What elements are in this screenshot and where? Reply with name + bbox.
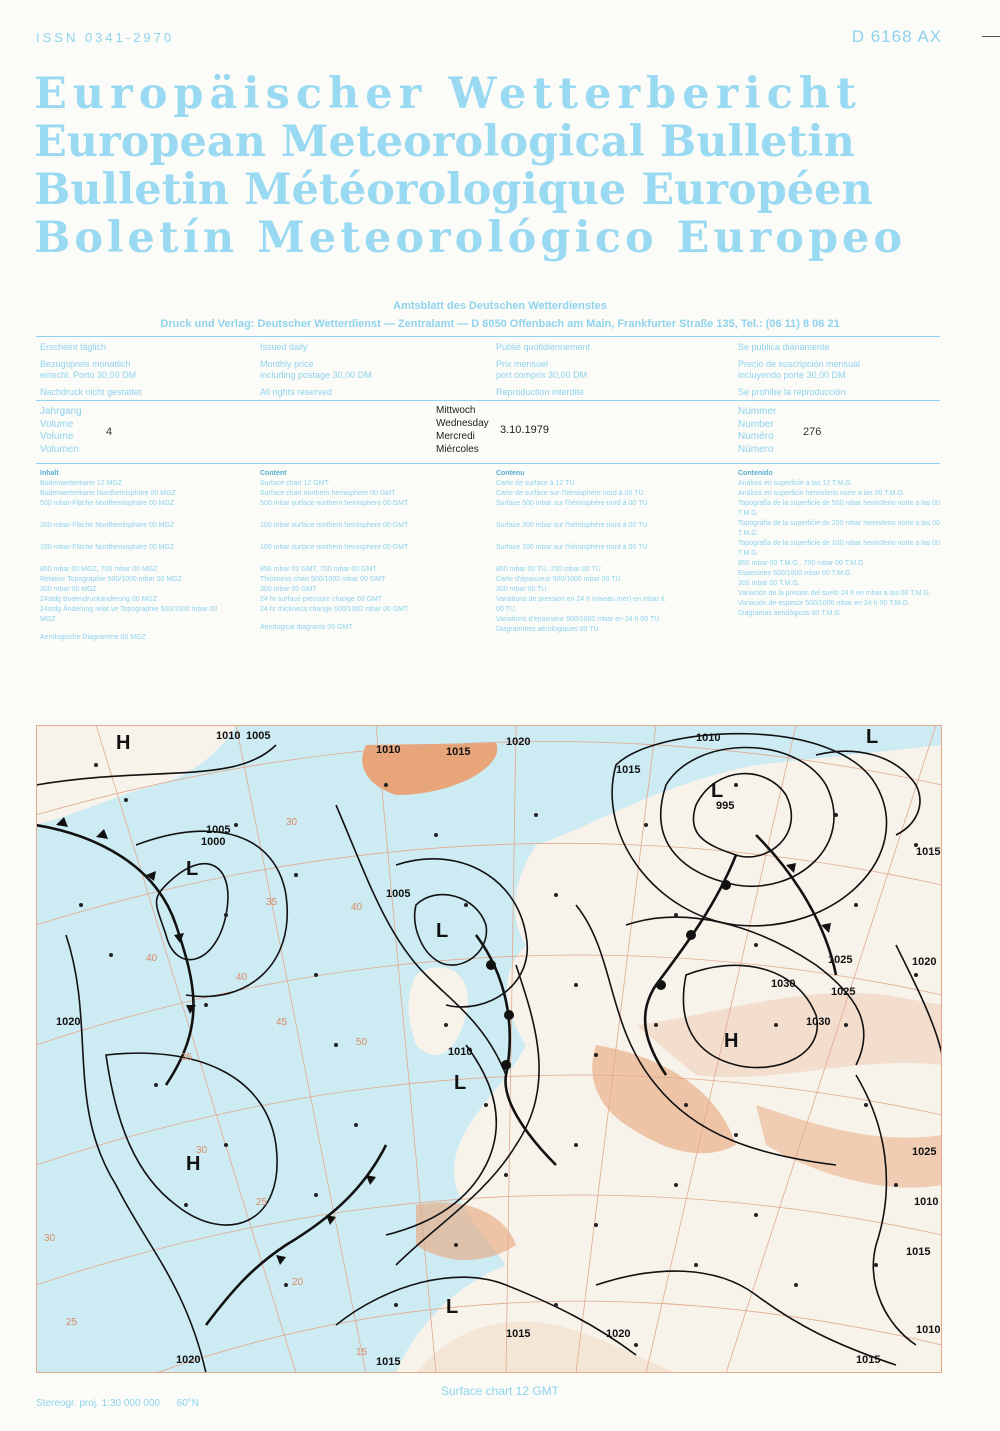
isobar-label: 1010: [914, 1196, 939, 1208]
contents-de-item: 300 mbar 00 MGZ: [40, 586, 97, 593]
contents-en-item: 500 mbar surface northern hemisphere 00 GMT: [260, 500, 409, 507]
weekday-fr: Mercredi: [436, 431, 475, 442]
isobar-label: 1010: [376, 744, 401, 756]
weekday-es: Miércoles: [436, 444, 479, 455]
isobar-label: 1015: [916, 846, 941, 858]
number-label-es: Número: [738, 443, 774, 455]
contents-german: [40, 469, 250, 643]
isobar-label: 1020: [506, 736, 531, 748]
title-german: Europäischer Wetterbericht: [34, 69, 862, 119]
low-pressure-center: L: [454, 1072, 467, 1094]
contents-es-item: Análisis en superficie hemisferio norte a las 00 T.M.G.: [738, 490, 905, 497]
isobar-label: 1010: [916, 1324, 941, 1336]
volume-label-en: Volume: [40, 418, 74, 430]
contents-en-item: 24 hr thickness change 500/1000 mbar 00 GMT: [260, 606, 409, 613]
low-pressure-center: L: [446, 1296, 459, 1318]
contents-es-title: Contenido: [738, 470, 773, 477]
contents-es-item: Topografía de la superficie de 500 mbar hemisferio norte a las 00 T.M.G.: [738, 500, 940, 517]
latitude-label: 25: [256, 1197, 268, 1208]
divider-bottom: [36, 463, 940, 464]
volume-label-fr: Volume: [40, 431, 74, 442]
isobar-label: 1005: [386, 888, 411, 900]
latitude-label: 40: [351, 902, 363, 913]
contents-fr-item: 850 mbar 00 TU, 700 mbar 00 TU: [496, 566, 601, 573]
info-es-issued: Se publica diariamente: [738, 342, 830, 352]
contents-es-item: Análisis en superficie a las 12 T.M.G.: [738, 480, 853, 487]
surface-chart-map: [36, 725, 942, 1373]
info-column-spanish: [738, 342, 860, 398]
contents-es-item: Variación de la presión del suelo 24 h en mbar a las 00 T.M.G.: [738, 590, 931, 597]
contents-en-item: 200 mbar surface northern hemisphere 00 GMT: [260, 522, 409, 529]
isobar-label: 1020: [176, 1354, 201, 1366]
contents-de-item: Bodenwetterkarte Nordhemisphäre 00 MGZ: [40, 490, 176, 497]
isobar-label: 1025: [828, 954, 853, 966]
contents-es-item: Diagramas aerológicos 00 T.M.G.: [738, 610, 842, 617]
contents-de-item: 24stdg Änderung relat.ve Topographie 500/1000 mbar 00 MGZ: [40, 606, 218, 623]
contents-fr-item: Carte d'épaisseur 500/1000 mbar 00 TU: [496, 576, 621, 583]
contents-fr-item: Surface 500 mbar sur l'hémisphère nord à 00 TU: [496, 500, 648, 507]
info-column-german: [40, 342, 142, 398]
isobar-label: 1015: [616, 764, 641, 776]
contents-de-item: 24stdg Bodendruckänderung 00 MGZ: [40, 596, 158, 603]
weekday-block: [436, 404, 489, 456]
contents-de-item: Bodenwetterkarte 12 MGZ: [40, 480, 123, 487]
info-de-rights: Nachdruck nicht gestattet: [40, 387, 142, 397]
latitude-label: 40: [236, 972, 248, 983]
contents-fr-item: Variations d'épaisseur 500/1000 mbar en 24 h 00 TU: [496, 616, 660, 623]
projection-latitude: 60°N: [176, 1398, 199, 1409]
weekday-en: Wednesday: [436, 418, 489, 429]
contents-fr-item: Diagrammes aérologiques 00 TU: [496, 626, 599, 633]
high-pressure-center: H: [186, 1153, 201, 1175]
latitude-label: 25: [66, 1317, 78, 1328]
number-label-en: Number: [738, 418, 774, 430]
number-label-de: Nummer: [738, 406, 777, 417]
info-en-postage: including postage: [260, 370, 331, 380]
info-en-price: Monthly price: [260, 359, 314, 369]
title-english: European Meteorological Bulletin: [34, 117, 855, 167]
isobar-label: 1030: [771, 978, 796, 990]
isobar-label: 1015: [856, 1354, 881, 1366]
isobar-label: 1005: [206, 824, 231, 836]
isobar-label: 1025: [912, 1146, 937, 1158]
weekday-de: Mittwoch: [436, 405, 476, 416]
info-de-price: Bezugspreis monatlich: [40, 359, 131, 369]
isobar-label: 1020: [912, 956, 937, 968]
info-fr-issued: Publié quotidiennement: [496, 342, 591, 352]
volume-label-es: Volumen: [40, 443, 79, 455]
latitude-label: 45: [276, 1017, 288, 1028]
latitude-label: 30: [286, 817, 298, 828]
contents-fr-title: Contenu: [496, 470, 525, 477]
low-pressure-center: L: [711, 780, 724, 802]
isobar-label: 1020: [56, 1016, 81, 1028]
isobar-label: 1010: [448, 1046, 473, 1058]
divider-middle: [36, 400, 940, 401]
contents-en-item: Surface chart northern hemisphere 00 GMT: [260, 490, 396, 497]
contents-en-item: Aerological diagrams 00 GMT: [260, 624, 353, 631]
latitude-label: 35: [181, 1052, 193, 1063]
contents-de-item: Relative Topographie 500/1000 mbar 00 MGZ: [40, 576, 182, 583]
isobar-label: 1005: [246, 730, 271, 742]
isobar-label: 1010: [696, 732, 721, 744]
publisher-line: Druck und Verlag: Deutscher Wetterdienst — Zentralamt — D 6050 Offenbach am Main, Frankfurter Straße 135, Tel.: (06 11) 8 06 21: [160, 318, 840, 330]
contents-en-item: 850 mbar 00 GMT, 700 mbar 00 GMT: [260, 566, 377, 573]
title-block: [34, 70, 944, 262]
isobar-label: 1015: [506, 1328, 531, 1340]
contents-fr-item: 300 mbar 00 TU: [496, 586, 547, 593]
contents-en-item: 300 mbar 00 GMT: [260, 586, 317, 593]
contents-english: [260, 469, 480, 633]
contents-fr-item: Surface 200 mbar sur l'hémisphère nord à 00 TU: [496, 522, 648, 529]
official-gazette-line: Amtsblatt des Deutschen Wetterdienstes: [393, 300, 607, 312]
isobar-label: 1025: [831, 986, 856, 998]
contents-es-item: 300 mbar 00 T.M.G.: [738, 580, 800, 587]
info-column-french: [496, 342, 590, 398]
contents-es-item: 850 mbar 00 T.M.G., 700 mbar 00 T.M.G.: [738, 560, 866, 567]
contents-es-item: Variación de espesor 500/1000 mbar en 24 h 00 T.M.G.: [738, 600, 910, 607]
contents-fr-item: Carte de surface sur l'hémisphère nord à 00 TU: [496, 490, 644, 497]
title-spanish: Boletín Meteorológico Europeo: [34, 213, 907, 263]
number-label-fr: Numéro: [738, 431, 774, 442]
low-pressure-center: L: [866, 726, 879, 748]
info-es-price: Precio de suscripción mensual: [738, 359, 861, 369]
projection-note: [36, 1398, 199, 1409]
contents-es-item: Topografía de la superficie de 200 mbar hemisferio norte a las 00 T.M.G.: [738, 520, 940, 537]
info-en-issued: Issued daily: [260, 342, 308, 352]
low-pressure-center: L: [436, 920, 449, 942]
contents-fr-item: Variations de pression en 24 h (niveau mer) en mbar à 00 TU: [496, 596, 665, 613]
info-es-rights: Se prohibe la reproducción: [738, 387, 846, 397]
info-de-postage: einschl. Porto: [40, 370, 95, 380]
isobar-label: 1010: [216, 730, 241, 742]
latitude-label: 40: [146, 953, 158, 964]
volume-label-de: Jahrgang: [40, 406, 82, 417]
info-fr-price: Prix mensuel: [496, 359, 549, 369]
latitude-label: 30: [196, 1145, 208, 1156]
contents-en-item: 100 mbar surface northern hemisphere 00 GMT: [260, 544, 409, 551]
low-pressure-center: L: [186, 858, 199, 880]
contents-de-item: Aerologische Diagramme 00 MGZ: [40, 634, 146, 641]
info-de-issued: Erscheint täglich: [40, 342, 107, 352]
high-pressure-center: H: [116, 732, 131, 754]
latitude-label: 35: [266, 897, 278, 908]
contents-en-item: 24 hr surface pressure change 00 GMT: [260, 596, 383, 603]
contents-de-title: Inhalt: [40, 470, 59, 477]
contents-fr-item: Carte de surface à 12 TU: [496, 480, 575, 487]
high-pressure-center: H: [724, 1030, 739, 1052]
contents-spanish: [738, 469, 940, 619]
chart-caption: Surface chart 12 GMT: [440, 1384, 560, 1398]
volume-labels: [40, 406, 82, 456]
isobar-label: 995: [716, 800, 735, 812]
latitude-label: 30: [44, 1233, 56, 1244]
info-fr-amount: 30,00 DM: [548, 370, 588, 380]
info-fr-rights: Reproduction interdite: [496, 387, 585, 397]
info-en-amount: 30,00 DM: [332, 370, 372, 380]
publication-code: D 6168 AX: [851, 27, 942, 46]
volume-value: 4: [106, 426, 113, 438]
info-fr-postage: port compris: [496, 370, 546, 380]
latitude-label: 50: [356, 1037, 368, 1048]
info-en-rights: All rights reserved: [260, 387, 333, 397]
info-column-english: [260, 342, 372, 398]
isobar-label: 1015: [446, 746, 471, 758]
isobar-label: 1015: [906, 1246, 931, 1258]
divider-top: [36, 336, 940, 337]
title-french: Bulletin Météorologique Européen: [34, 165, 873, 215]
projection-scale: Stereogr. proj. 1:30 000 000: [36, 1398, 160, 1409]
latitude-label: 15: [356, 1347, 368, 1358]
contents-french: [496, 469, 726, 635]
contents-de-item: 500-mbar-Fläche Nordhemisphäre 00 MGZ: [40, 500, 175, 507]
contents-de-item: 850 mbar 00 MGZ, 700 mbar 00 MGZ: [40, 566, 158, 573]
edge-mark: [982, 36, 1000, 37]
issn-number: ISSN 0341-2970: [36, 30, 175, 45]
info-es-amount: 30,00 DM: [806, 370, 846, 380]
isobar-label: 1020: [606, 1328, 631, 1340]
latitude-label: 20: [292, 1277, 304, 1288]
issue-date: 3.10.1979: [500, 424, 549, 436]
info-es-postage: incluyendo porte: [738, 370, 805, 380]
isobar-label: 1030: [806, 1016, 831, 1028]
number-labels: [738, 406, 776, 456]
contents-es-item: Espesores 500/1000 mbar 00 T.M.G.: [738, 570, 853, 577]
contents-de-item: 100-mbar-Fläche Nordhemisphäre 00 MGZ: [40, 544, 175, 551]
contents-en-item: Thickness chart 500/1000 mbar 00 GMT: [260, 576, 386, 583]
contents-en-item: Surface chart 12 GMT: [260, 480, 329, 487]
info-de-amount: 30,00 DM: [97, 370, 137, 380]
contents-fr-item: Surface 100 mbar sur l'hémisphère nord à 00 TU: [496, 544, 648, 551]
contents-es-item: Topografía de la superficie de 100 mbar hemisferio norte a las 00 T.M.G.: [738, 540, 940, 557]
isobar-label: 1000: [201, 836, 226, 848]
contents-en-title: Content: [260, 470, 287, 477]
issue-number: 276: [803, 426, 822, 438]
isobar-label: 1015: [376, 1356, 401, 1368]
contents-de-item: 200-mbar-Fläche Nordhemisphäre 00 MGZ: [40, 522, 175, 529]
